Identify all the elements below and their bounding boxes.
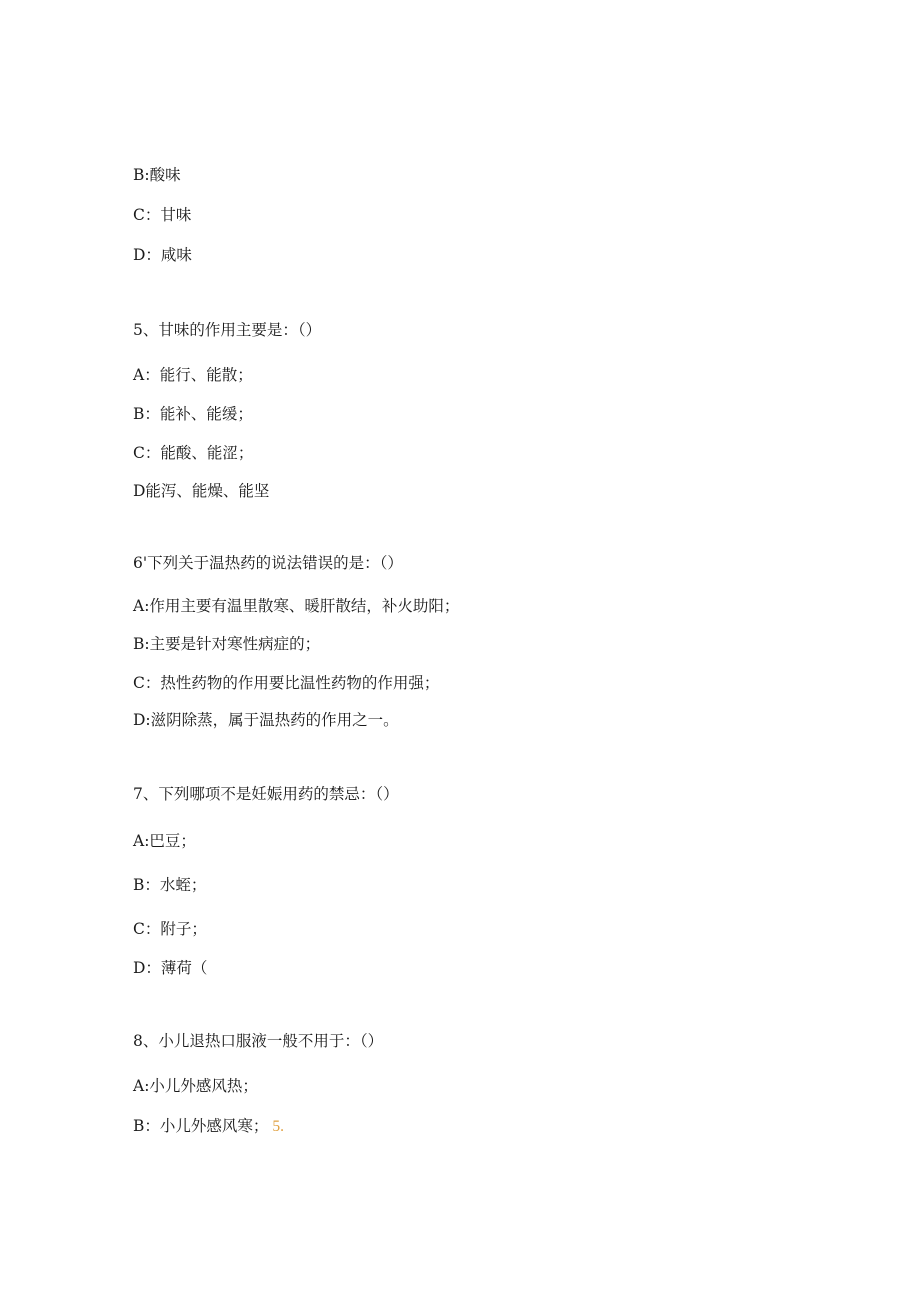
- q5-option-d: D能泻、能燥、能坚: [133, 482, 270, 500]
- q4-option-b: B:酸味: [133, 166, 181, 184]
- q7-question: 7、下列哪项不是妊娠用药的禁忌：（）: [133, 785, 399, 803]
- annotation-mark: 5.: [272, 1118, 285, 1135]
- q5-option-b: B：能补、能缓；: [133, 405, 253, 423]
- q4-option-c: C：甘味: [133, 206, 192, 224]
- q5-option-a: A：能行、能散；: [133, 366, 253, 384]
- q8-option-a: A:小儿外感风热；: [133, 1077, 258, 1095]
- q8-question: 8、小儿退热口服液一般不用于：（）: [133, 1032, 384, 1050]
- q7-option-a: A:巴豆；: [133, 832, 196, 850]
- q7-option-b: B：水蛭；: [133, 876, 207, 894]
- q6-option-c: C：热性药物的作用要比温性药物的作用强；: [133, 674, 440, 692]
- q5-option-c: C：能酸、能涩；: [133, 444, 254, 462]
- q8-option-b-text: B：小儿外感风寒；: [133, 1117, 269, 1135]
- q6-option-a: A:作用主要有温里散寒、暖肝散结，补火助阳；: [133, 597, 460, 615]
- q7-option-d: D：薄荷（: [133, 959, 208, 977]
- q6-option-d: D:滋阴除蒸，属于温热药的作用之一。: [133, 711, 399, 729]
- q6-option-b: B:主要是针对寒性病症的；: [133, 635, 321, 653]
- q5-question: 5、甘味的作用主要是：（）: [133, 321, 322, 339]
- q7-option-c: C：附子；: [133, 920, 207, 938]
- q8-option-b: [133, 1116, 284, 1137]
- q6-question: 6'下列关于温热药的说法错误的是：（）: [133, 554, 403, 572]
- q4-option-d: D：咸味: [133, 246, 192, 264]
